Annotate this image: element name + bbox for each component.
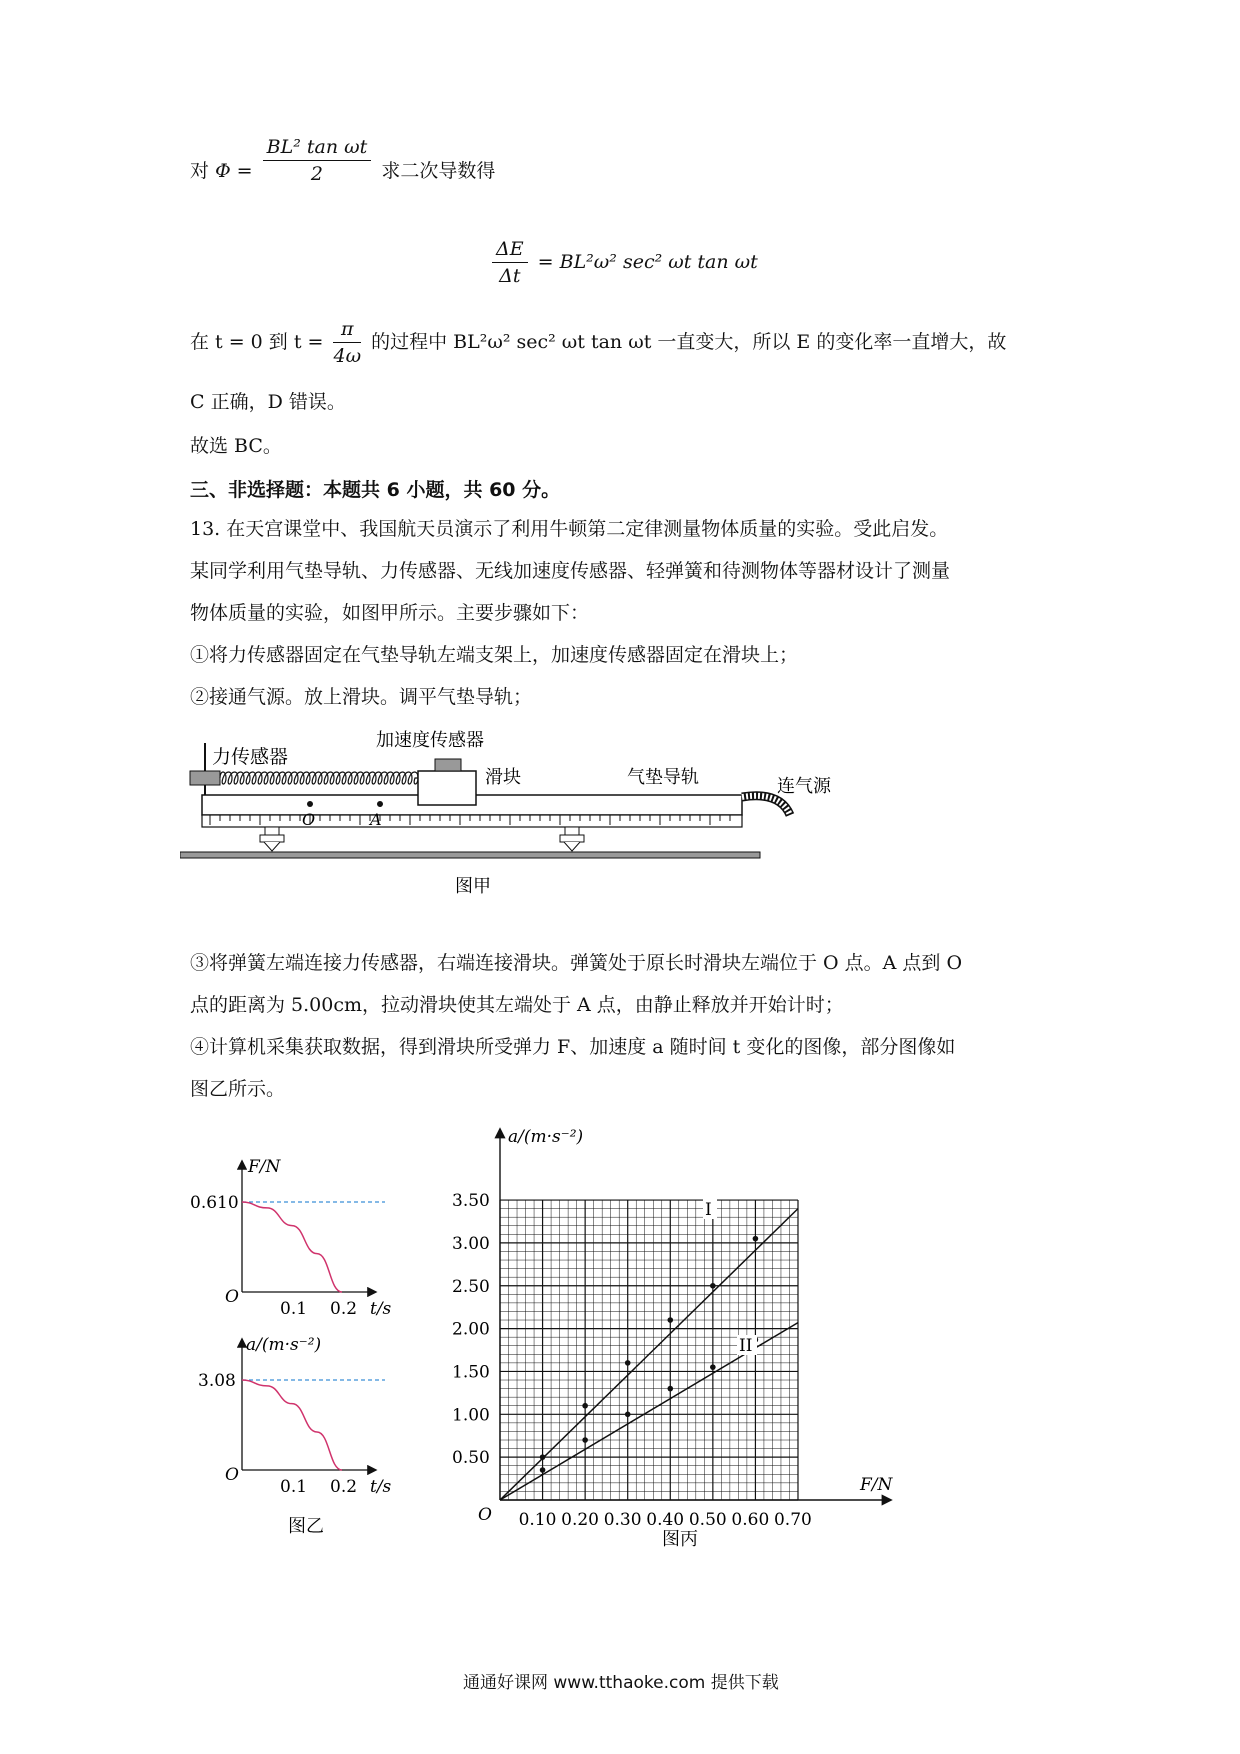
y-tick-labels (452, 1191, 490, 1468)
data-point-II (710, 1364, 716, 1370)
label-O: O (302, 810, 316, 829)
figure-jia (180, 715, 860, 900)
f-x-label: t/s (370, 1299, 392, 1319)
x-tick-label: 0.60 (731, 1510, 770, 1530)
data-point-II (667, 1386, 673, 1392)
data-point-II (625, 1412, 631, 1418)
question-13-line-2: 某同学利用气垫导轨、力传感器、无线加速度传感器、轻弹簧和待测物体等器材设计了测量 (190, 560, 951, 582)
step-4-line-2: 图乙所示。 (190, 1078, 286, 1100)
x-tick-labels (519, 1510, 812, 1530)
figure-yi (180, 1150, 420, 1550)
derivation-line-3 (190, 320, 1006, 366)
data-point-I (753, 1236, 759, 1242)
a-y-label: a/(m·s⁻²) (246, 1335, 322, 1355)
numerator: π (333, 320, 361, 343)
x-tick-label: 0.20 (561, 1510, 599, 1530)
y-tick-label: 2.00 (452, 1319, 490, 1340)
f-tick-01: 0.1 (280, 1299, 308, 1319)
text: 的过程中 BL²ω² sec² ωt tan ωt 一直变大，所以 E 的变化率一直增大，故 (371, 331, 1007, 353)
text: 对 (190, 160, 210, 182)
question-13-line-3: 物体质量的实验，如图甲所示。主要步骤如下： (190, 602, 590, 624)
conclusion-line: C 正确，D 错误。 (190, 391, 346, 413)
denominator: Δt (499, 265, 521, 287)
data-point-I (540, 1454, 546, 1460)
label-air-source: 连气源 (777, 776, 831, 797)
step-2: ②接通气源。放上滑块。调平气垫导轨； (190, 686, 533, 708)
numerator: BL² tan ωt (263, 138, 372, 161)
step-3-line-1: ③将弹簧左端连接力传感器，右端连接滑块。弹簧处于原长时滑块左端位于 O 点。A 点到 O (190, 952, 963, 974)
line-I-label: I (705, 1200, 712, 1220)
footer: 通通好课网 www.tthaoke.com 提供下载 (463, 1673, 779, 1693)
y-axis-label: a/(m·s⁻²) (508, 1127, 584, 1147)
caption-yi: 图乙 (288, 1516, 324, 1537)
point-O (307, 801, 313, 807)
f-value-label: 0.610 (190, 1193, 239, 1213)
step-4-line-1: ④计算机采集获取数据，得到滑块所受弹力 F、加速度 a 随时间 t 变化的图像，部分图像如 (190, 1036, 956, 1058)
a-origin: O (225, 1465, 239, 1485)
fraction (333, 320, 361, 366)
text: 在 t = 0 到 t = (190, 331, 324, 353)
spring (220, 772, 418, 784)
fraction (263, 138, 372, 184)
a-tick-02: 0.2 (330, 1477, 358, 1497)
data-point-I (625, 1360, 631, 1366)
foot-right (560, 827, 584, 851)
x-tick-label: 0.10 (518, 1510, 557, 1530)
label-accel-sensor: 加速度传感器 (376, 730, 484, 751)
derivation-line-2 (488, 240, 758, 286)
y-tick-label: 2.50 (452, 1276, 490, 1297)
label-A: A (370, 810, 382, 829)
x-axis-label: F/N (860, 1475, 893, 1495)
foot-left (260, 827, 284, 851)
text: 求二次导数得 (381, 160, 496, 182)
data-point-I (667, 1317, 673, 1323)
origin-label: O (478, 1505, 492, 1525)
f-y-label: F/N (248, 1157, 281, 1177)
section-heading: 三、非选择题：本题共 6 小题，共 60 分。 (190, 479, 561, 501)
question-13-line-1: 13. 在天宫课堂中、我国航天员演示了利用牛顿第二定律测量物体质量的实验。受此启发。 (190, 518, 949, 540)
text: = BL²ω² sec² ωt tan ωt (537, 251, 758, 273)
line-II-label: II (739, 1336, 753, 1356)
a-tick-01: 0.1 (280, 1477, 308, 1497)
data-point-I (582, 1403, 588, 1409)
derivation-line-1 (190, 136, 496, 185)
a-curve (242, 1380, 342, 1470)
x-tick-label: 0.50 (688, 1510, 727, 1530)
f-curve (242, 1202, 342, 1292)
data-point-II (540, 1467, 546, 1473)
caption-jia: 图甲 (455, 876, 491, 897)
f-origin: O (225, 1287, 239, 1307)
a-x-label: t/s (370, 1477, 392, 1497)
data-point-II (582, 1437, 588, 1443)
fraction (492, 240, 528, 286)
x-tick-label: 0.70 (773, 1510, 812, 1530)
y-tick-label: 3.00 (452, 1233, 490, 1254)
numerator: ΔE (492, 240, 528, 263)
step-1: ①将力传感器固定在气垫导轨左端支架上，加速度传感器固定在滑块上； (190, 644, 799, 666)
step-3-line-2: 点的距离为 5.00cm，拉动滑块使其左端处于 A 点，由静止释放并开始计时； (190, 994, 844, 1016)
denominator: 4ω (333, 345, 362, 367)
x-tick-label: 0.40 (646, 1510, 685, 1530)
f-tick-02: 0.2 (330, 1299, 358, 1319)
caption-bing: 图丙 (662, 1529, 698, 1550)
slider-block (418, 771, 476, 805)
base-plate (180, 852, 760, 858)
a-value-label: 3.08 (198, 1371, 236, 1391)
y-tick-label: 0.50 (452, 1448, 490, 1469)
figure-bing (440, 1120, 920, 1550)
y-tick-label: 3.50 (452, 1191, 490, 1212)
x-tick-label: 0.30 (603, 1510, 642, 1530)
accel-sensor-box (435, 759, 461, 771)
label-slider: 滑块 (485, 767, 521, 788)
y-tick-label: 1.50 (452, 1362, 490, 1383)
track-scale (202, 815, 742, 827)
denominator: 2 (310, 163, 323, 185)
label-track: 气垫导轨 (627, 767, 699, 788)
label-force-sensor: 力传感器 (212, 746, 289, 768)
data-point-I (710, 1283, 716, 1289)
force-sensor-box (190, 771, 220, 785)
point-A (377, 801, 383, 807)
text: Φ = (215, 160, 253, 182)
answer-line: 故选 BC。 (190, 435, 282, 457)
y-tick-label: 1.00 (452, 1405, 490, 1426)
